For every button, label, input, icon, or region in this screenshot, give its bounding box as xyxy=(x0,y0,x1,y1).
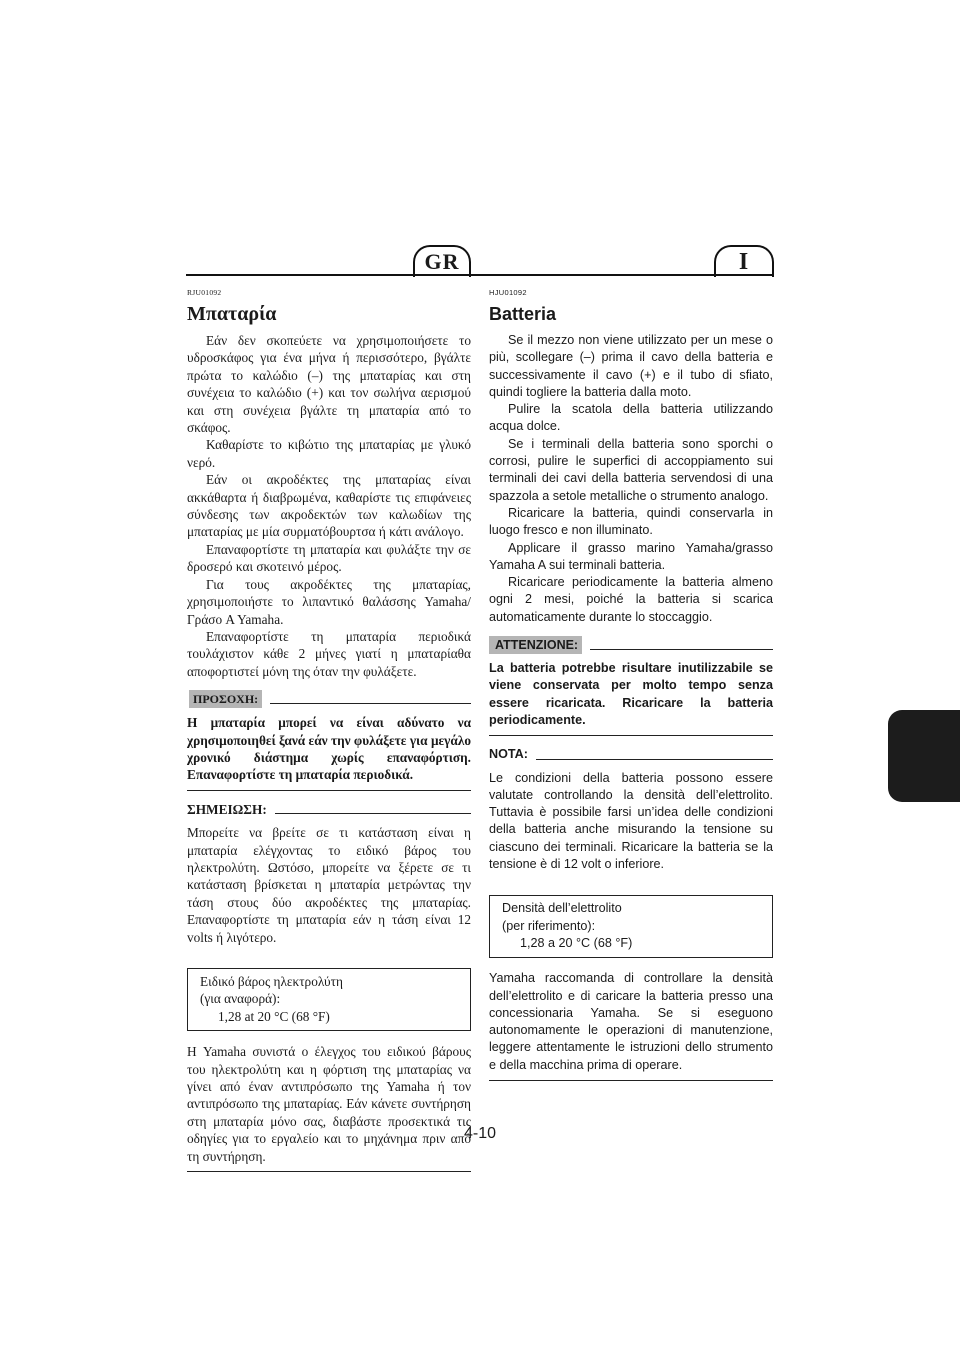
caution-end-rule xyxy=(187,790,471,791)
paragraph: Καθαρίστε το κιβώτιο της μπαταρίας με γλυκό νερό. xyxy=(187,437,471,470)
paragraph: Εάν δεν σκοπεύετε να χρησιμοποιήσετε το υδροσκάφος για ένα μήνα ή περισσότερο, βγάλτε πρώτα το καλώδιο (–) της μπαταρίας και στη συνέχεια το καλώδιο (+) και τον σωλήνα αερισμού και στη συνέχεια βγάλτε τη μπαταρία από το σκάφος. xyxy=(187,333,471,436)
caution-end-rule xyxy=(489,735,773,736)
closing-paragraph: Η Yamaha συνιστά ο έλεγχος του ειδικού βάρους του ηλεκτρολύτη και η φόρτιση της μπαταρίας να γίνει από έναν αντιπρόσωπο της Yamaha ή τον αντιπρόσωπο της μπαταρίας. Εάν κάνετε συντήρηση στη μπαταρία μόνο σας, διαβάστε προσεκτικά τις οδηγίες για το εργαλείο και το μηχάνημα πριν από τη συντήρηση. xyxy=(187,1044,471,1164)
note-text: Μπορείτε να βρείτε σε τι κατάσταση είναι η μπαταρία ελέγχοντας το ειδικό βάρος του ηλεκτρολύτη. Ωστόσο, μπορείτε να ξέρετε σε τι κατάσταση βρίσκεται η μπαταρία μετρώντας την τάση στους δύο ακροδέκτες της μπαταρίας. Επαναφορτίστε τη μπαταρία εάν η τάση είναι 12 volts ή λιγότερο. xyxy=(187,825,471,945)
header-rule xyxy=(186,274,774,276)
paragraph: Επαναφορτίστε τη μπαταρία και φυλάξτε την σε δροσερό και σκοτεινό μέρος. xyxy=(187,541,471,575)
note-label: NOTA: xyxy=(489,747,528,762)
language-tab-greek: GR xyxy=(413,245,471,277)
paragraph: Applicare il grasso marino Yamaha/grasso Yamaha A sui terminali batteria. xyxy=(489,540,773,572)
spec-value: 1,28 a 20 °C (68 °F) xyxy=(520,935,633,950)
paragraph: Pulire la scatola della batteria utilizzando acqua dolce. xyxy=(489,402,773,434)
caution-text: La batteria potrebbe risultare inutilizzabile se viene conservata per molto tempo senza essere ricaricata. Ricaricare la batteria periodicamente. xyxy=(489,661,773,727)
caution-label: ΠΡΟΣΟΧΗ: xyxy=(189,690,262,708)
note-header xyxy=(489,746,773,763)
spec-value: 1,28 at 20 °C (68 °F) xyxy=(218,1008,330,1024)
language-tab-italian: I xyxy=(714,245,774,277)
caution-header xyxy=(187,690,471,708)
section-title: Μπαταρία xyxy=(187,303,277,325)
page-number: 4-10 xyxy=(463,1125,497,1142)
closing-paragraph: Yamaha raccomanda di controllare la densità dell’elettrolito e di caricare la batteria presso una concessionaria Yamaha. Se si eseguono autonomamente le operazioni di manutenzione, leggere attentamente le istruzioni dello strumento e della macchina prima di operare. xyxy=(489,971,773,1072)
note-rule xyxy=(275,813,471,814)
spec-label: Ειδικό βάρος ηλεκτρολύτη xyxy=(200,974,343,989)
caution-label: ATTENZIONE: xyxy=(489,636,582,654)
caution-text: Η μπαταρία μπορεί να είναι αδύνατο να χρησιμοποιηθεί ξανά εάν την φυλάξετε για μεγάλο χρονικό διάστημα χωρίς επαναφόρτιση. Επαναφορτίστε τη μπαταρία περιοδικά. xyxy=(187,715,471,783)
caution-rule xyxy=(270,703,471,704)
italian-column xyxy=(489,288,773,1081)
caution-rule xyxy=(590,649,773,650)
section-end-rule xyxy=(489,1080,773,1081)
note-header xyxy=(187,801,471,818)
spec-reference: (για αναφορά): xyxy=(200,991,281,1007)
section-code: RJU01092 xyxy=(187,288,222,297)
note-text: Le condizioni della batteria possono essere valutate controllando la densità dell’elettrolito. Tuttavia è possibile farsi un’idea delle condizioni della batteria anche misurando la tensione su ciascuno dei terminali. Ricaricare la batteria se la tensione è di 12 volt o inferiore. xyxy=(489,770,773,872)
note-label: ΣΗΜΕΙΩΣΗ: xyxy=(187,801,267,817)
spec-label: Densità dell’elettrolito xyxy=(502,901,622,916)
chapter-thumb-tab xyxy=(888,710,960,802)
section-title: Batteria xyxy=(489,304,557,324)
greek-column xyxy=(187,288,471,1172)
paragraph: Εάν οι ακροδέκτες της μπαταρίας είναι ακκάθαρτα ή διαβρωμένα, καθαρίστε τις επιφάνειες σύνδεσης των ακροδεκτών των καλωδίων της μπαταρίας με μία συρματόβουρτσα ή κάτι ανάλογο. xyxy=(187,472,471,540)
section-end-rule xyxy=(187,1171,471,1172)
caution-header xyxy=(489,636,773,654)
paragraph: Se il mezzo non viene utilizzato per un mese o più, scollegare (–) prima il cavo della batteria e successivamente il cavo (+) e il tubo di sfiato, quindi togliere la batteria dalla moto. xyxy=(489,333,773,399)
paragraph: Για τους ακροδέκτες της μπαταρίας, χρησιμοποιήστε το λιπαντικό θαλάσσης Yamaha/Γράσο A Yamaha. xyxy=(187,576,471,627)
paragraph: Επαναφορτίστε τη μπαταρία περιοδικά τουλάχιστον κάθε 2 μήνες γιατί η μπαταρίαθα αποφορτιστεί μόνη της όταν την φυλάξετε. xyxy=(187,628,471,679)
spec-reference: (per riferimento): xyxy=(502,918,596,933)
paragraph: Se i terminali della batteria sono sporchi o corrosi, pulire le superfici di accoppiamento sui terminali dei cavi della batteria servendosi di una spazzola a setole metalliche o strumento analogo. xyxy=(489,436,773,503)
section-code: HJU01092 xyxy=(489,288,527,297)
note-rule xyxy=(536,759,773,760)
specification-box xyxy=(187,968,471,1031)
specification-box xyxy=(489,895,773,958)
paragraph: Ricaricare la batteria, quindi conservarla in luogo fresco e non illuminato. xyxy=(489,505,773,538)
paragraph: Ricaricare periodicamente la batteria almeno ogni 2 mesi, poiché la batteria si scarica automaticamente durante lo stoccaggio. xyxy=(489,575,773,624)
